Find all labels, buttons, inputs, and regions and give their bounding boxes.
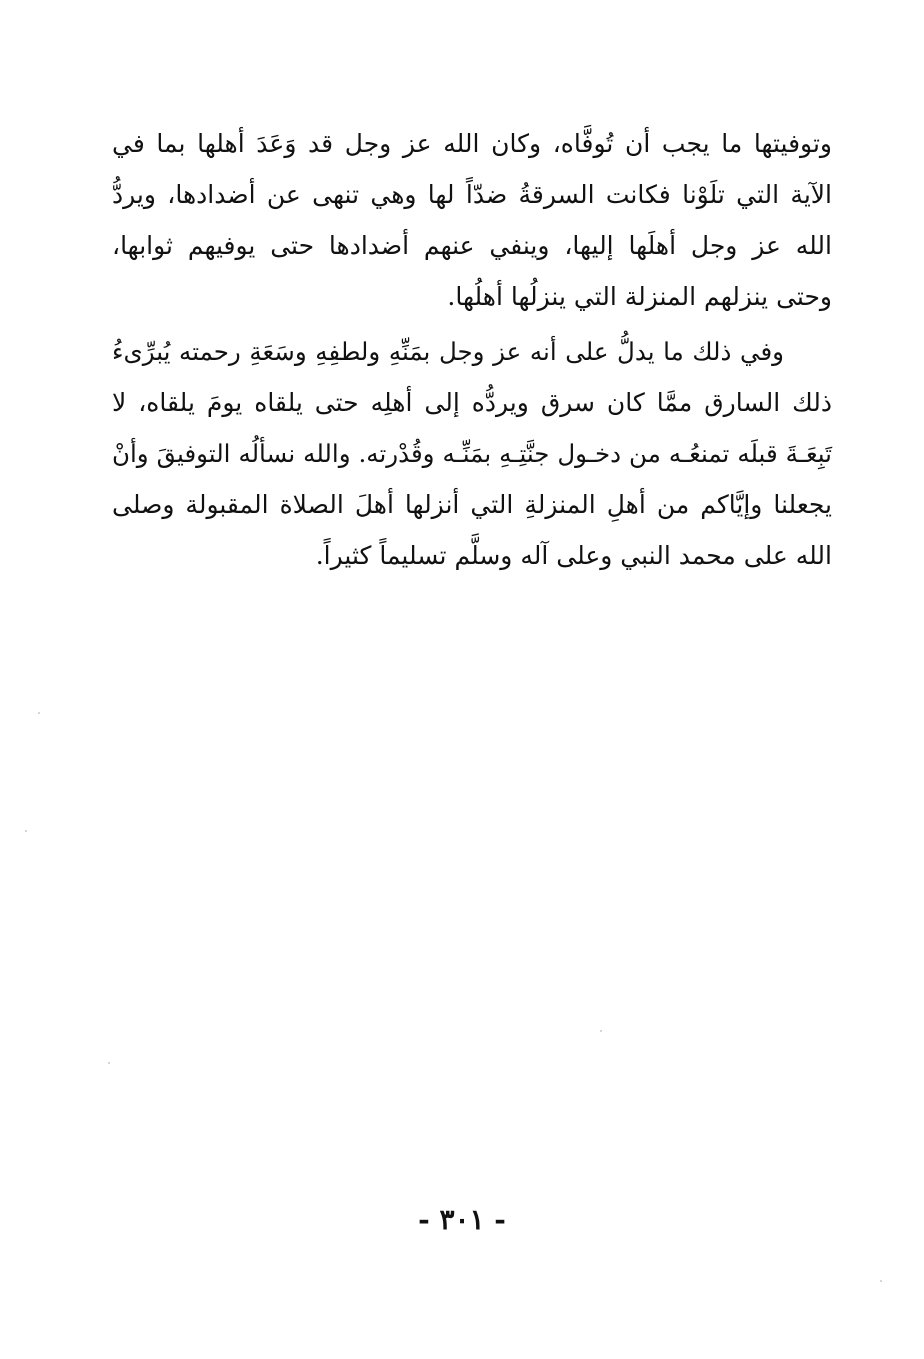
scan-speck — [38, 712, 40, 714]
text-line: يجعلنا وإيَّاكم من أهلِ المنزلةِ التي أنزلها أهلَ الصلاة المقبولة وصلى — [112, 490, 832, 519]
scan-speck — [108, 1062, 110, 1064]
paragraph-2 — [112, 326, 832, 581]
scan-speck — [880, 1280, 882, 1282]
text-line: الله عز وجل أهلَها إليها، وينفي عنهم أضدادها حتى يوفيهم ثوابها، — [112, 231, 832, 260]
body-text — [112, 118, 832, 581]
page-number: - ٣٠١ - — [418, 1203, 506, 1236]
scan-speck — [600, 1030, 602, 1032]
text-line: وتوفيتها ما يجب أن تُوفَّاه، وكان الله عز وجل قد وَعَدَ أهلها بما في — [112, 129, 832, 158]
text-line: الآية التي تلَوْنا فكانت السرقةُ ضدّاً لها وهي تنهى عن أضدادها، ويردُّ — [112, 180, 832, 209]
scan-speck — [25, 830, 27, 832]
text-line: وحتى ينزلهم المنزلة التي ينزلُها أهلُها. — [447, 282, 832, 311]
text-line: الله على محمد النبي وعلى آله وسلَّم تسليماً كثيراً. — [315, 541, 832, 570]
text-line: وفي ذلك ما يدلُّ على أنه عز وجل بمَنِّهِ ولطفِهِ وسَعَةِ رحمته يُبرِّىءُ — [112, 337, 784, 366]
text-line: تَبِعَـةَ قبلَه تمنعُـه من دخـول جنَّتِـهِ بمَنِّـه وقُدْرته. والله نسألُه التوفيقَ وأنْ — [112, 439, 832, 468]
text-line: ذلك السارق ممَّا كان سرق ويردُّه إلى أهلِه حتى يلقاه يومَ يلقاه، لا — [112, 388, 832, 417]
paragraph-1 — [112, 118, 832, 322]
